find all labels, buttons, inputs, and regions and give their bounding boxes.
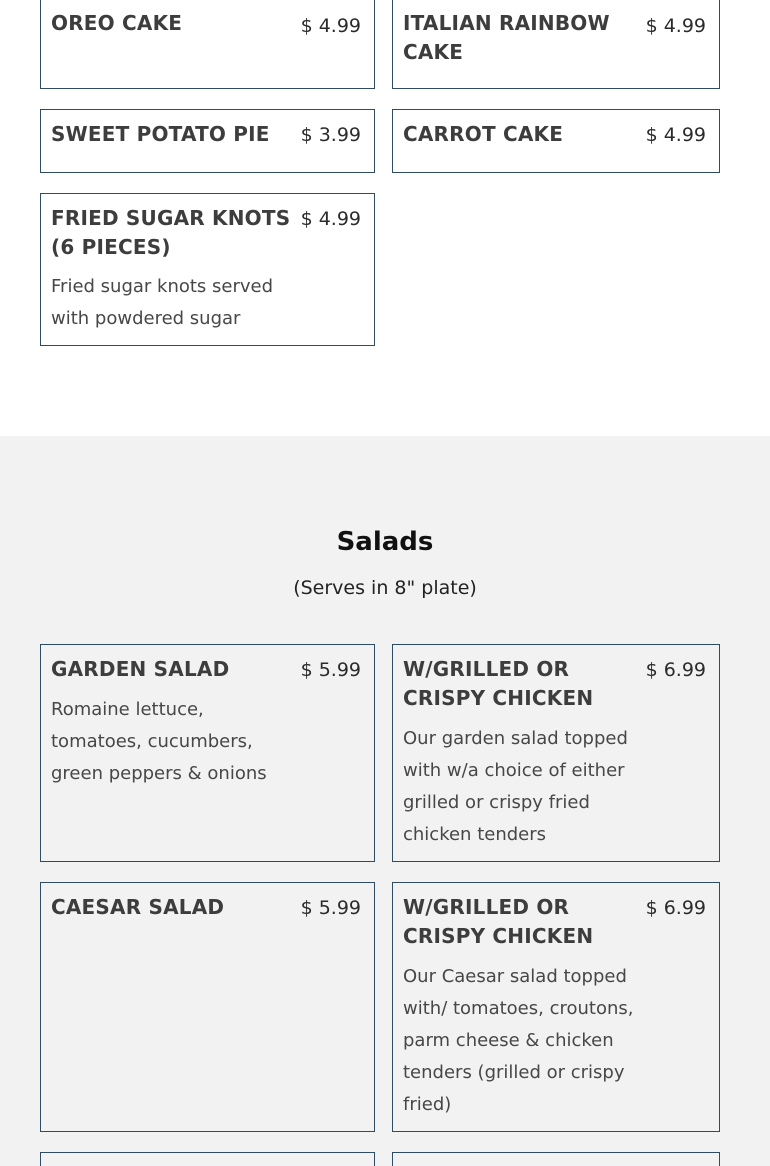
- menu-item-price: $ 5.99: [300, 897, 361, 919]
- menu-item-description: Our Caesar salad topped with/ tomatoes, croutons, parm cheese & chicken tenders (grilled or crispy fried): [403, 966, 634, 1115]
- menu-item-card[interactable]: [40, 1152, 375, 1166]
- menu-item-card[interactable]: [392, 0, 720, 89]
- menu-item-name: SWEET POTATO PIE: [51, 122, 270, 146]
- menu-item-name: CAESAR SALAD: [51, 895, 225, 919]
- menu-item-price: $ 4.99: [300, 208, 361, 230]
- menu-item-description: Fried sugar knots served with powdered sugar: [51, 276, 274, 329]
- menu-item-card[interactable]: [392, 1152, 720, 1166]
- menu-item-description: Our garden salad topped with w/a choice of either grilled or crispy fried chicken tenders: [403, 728, 628, 845]
- section-subtitle: (Serves in 8" plate): [293, 577, 477, 599]
- section-title: Salads: [336, 527, 434, 557]
- menu-item-name: W/GRILLED OR CRISPY CHICKEN: [403, 895, 594, 948]
- menu-item-card[interactable]: [40, 109, 375, 173]
- menu-item-name: GARDEN SALAD: [51, 657, 230, 681]
- menu-item-card[interactable]: [392, 109, 720, 173]
- menu-item-name: FRIED SUGAR KNOTS (6 PIECES): [51, 206, 291, 259]
- menu-item-card[interactable]: [40, 644, 375, 862]
- menu-item-price: $ 5.99: [300, 659, 361, 681]
- menu-item-card[interactable]: [392, 644, 720, 862]
- menu-item-name: OREO CAKE: [51, 11, 183, 35]
- menu-item-price: $ 4.99: [645, 15, 706, 37]
- menu-item-price: $ 3.99: [300, 124, 361, 146]
- menu-item-name: ITALIAN RAINBOW CAKE: [403, 11, 610, 64]
- menu-item-price: $ 6.99: [645, 897, 706, 919]
- menu-item-price: $ 4.99: [300, 15, 361, 37]
- menu-item-description: Romaine lettuce, tomatoes, cucumbers, green peppers & onions: [51, 699, 267, 784]
- menu-item-name: CARROT CAKE: [403, 122, 564, 146]
- menu-item-card[interactable]: [40, 0, 375, 89]
- menu-item-price: $ 6.99: [645, 659, 706, 681]
- menu-item-card[interactable]: [40, 193, 375, 346]
- menu-item-price: $ 4.99: [645, 124, 706, 146]
- menu-item-name: W/GRILLED OR CRISPY CHICKEN: [403, 657, 594, 710]
- menu-item-card[interactable]: [392, 882, 720, 1132]
- menu-item-card[interactable]: [40, 882, 375, 1132]
